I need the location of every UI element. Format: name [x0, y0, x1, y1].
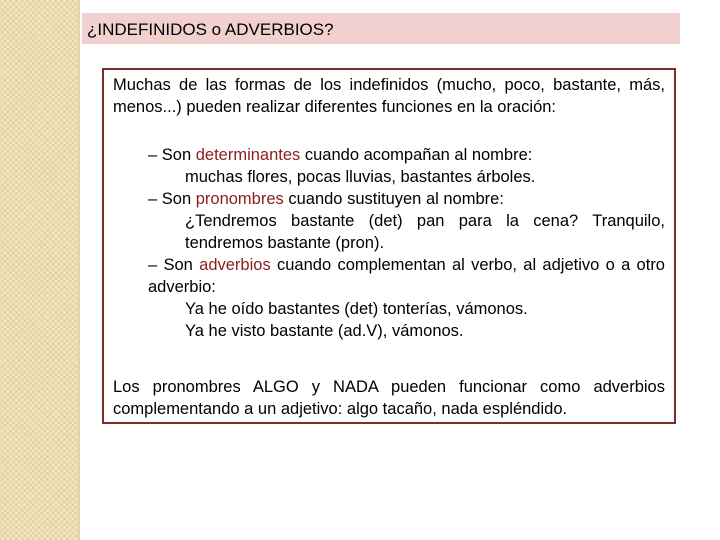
- closing-paragraph: Los pronombres ALGO y NADA pueden funcionar como adverbios complementando a un adjetivo: algo tacaño, nada espléndido.: [113, 378, 665, 418]
- item-suffix: cuando sustituyen al nombre:: [283, 190, 504, 208]
- example-adverbios-1: Ya he oído bastantes (det) tonterías, vámonos.: [185, 300, 528, 318]
- example-adverbios-2: Ya he visto bastante (ad.V), vámonos.: [185, 322, 464, 340]
- item-prefix: – Son: [148, 190, 196, 208]
- item-suffix: cuando complementan al verbo, al adjetivo o a otro adverbio:: [148, 256, 665, 296]
- function-list: [113, 144, 665, 342]
- example-pronombres: ¿Tendremos bastante (det) pan para la cena? Tranquilo, tendremos bastante (pron).: [185, 212, 665, 252]
- item-prefix: – Son: [148, 256, 200, 274]
- list-item-pronombres: [148, 188, 665, 210]
- term-adverbios: adverbios: [199, 256, 271, 274]
- decorative-side-strip: [0, 0, 78, 540]
- term-pronombres: pronombres: [195, 190, 284, 208]
- list-item-determinantes: [148, 144, 665, 166]
- slide-title: ¿INDEFINIDOS o ADVERBIOS?: [87, 20, 334, 39]
- item-suffix: cuando acompañan al nombre:: [300, 146, 533, 164]
- list-item-adverbios: [148, 254, 665, 298]
- example-determinantes: muchas flores, pocas lluvias, bastantes árboles.: [185, 168, 536, 186]
- item-prefix: – Son: [148, 146, 196, 164]
- content-box: [102, 68, 676, 424]
- side-strip-border: [78, 0, 80, 540]
- title-bar: [82, 13, 680, 44]
- intro-paragraph: Muchas de las formas de los indefinidos (mucho, poco, bastante, más, menos...) pueden realizar diferentes funciones en la oración:: [113, 76, 665, 116]
- term-determinantes: determinantes: [195, 146, 301, 164]
